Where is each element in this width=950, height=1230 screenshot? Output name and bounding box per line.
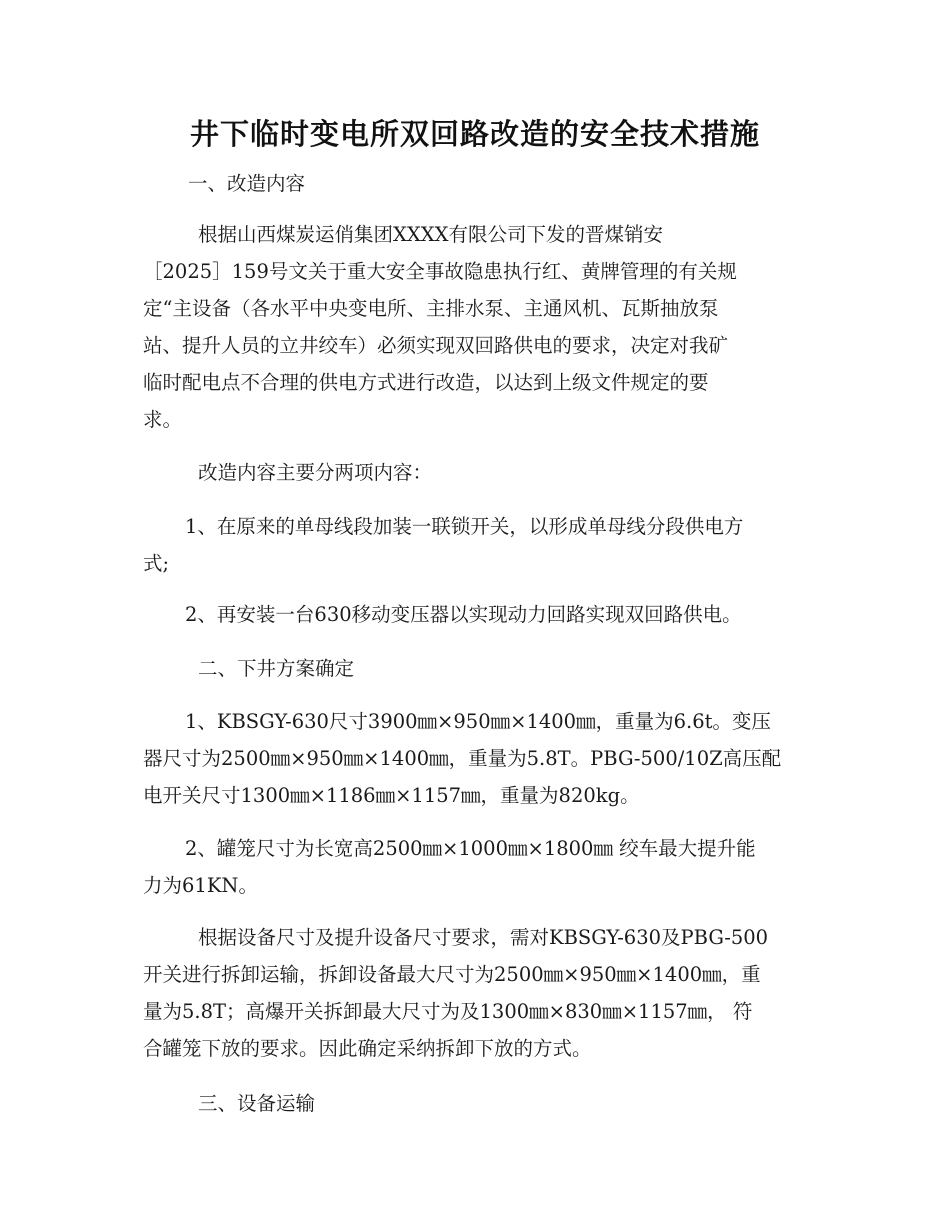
text-line: 1、在原来的单母线段加装一联锁开关，以形成单母线分段供电方 <box>185 515 744 538</box>
paragraph-6 <box>143 830 811 904</box>
text-line: 式; <box>143 552 170 575</box>
text-line: 1、KBSGY-630尺寸3900㎜×950㎜×1400㎜，重量为6.6t。变压 <box>185 710 771 733</box>
text-line: 站、提升人员的立井绞车）必须实现双回路供电的要求，决定对我矿 <box>143 334 729 357</box>
text-line: 器尺寸为2500㎜×950㎜×1400㎜，重量为5.8T。PBG-500/10Z高压配 <box>143 747 782 770</box>
text-line: 开关进行拆卸运输，拆卸设备最大尺寸为2500㎜×950㎜×1400㎜，重 <box>143 963 761 986</box>
text-line: 合罐笼下放的要求。因此确定采纳拆卸下放的方式。 <box>143 1037 592 1060</box>
text-line: ［2025］159号文关于重大安全事故隐患执行红、黄牌管理的有关规 <box>143 260 737 283</box>
section-heading-1 <box>188 165 856 202</box>
text-line: 改造内容主要分两项内容： <box>198 461 433 484</box>
paragraph-5 <box>143 703 811 814</box>
paragraph-4 <box>143 596 811 633</box>
text-line: 根据设备尺寸及提升设备尺寸要求，需对KBSGY-630及PBG-500 <box>198 926 769 949</box>
document-title: 井下临时变电所双回路改造的安全技术措施 <box>189 117 760 151</box>
text-line: 2、再安装一台630移动变压器以实现动力回路实现双回路供电。 <box>185 603 742 626</box>
text-line: 电开关尺寸1300㎜×1186㎜×1157㎜，重量为820kg。 <box>143 784 640 807</box>
paragraph-1 <box>143 216 811 438</box>
text-line: 定“主设备（各水平中央变电所、主排水泵、主通风机、瓦斯抽放泵 <box>143 297 719 320</box>
text-line: 根据山西煤炭运俏集团XXXX有限公司下发的晋煤销安 <box>198 223 664 246</box>
section-heading-3 <box>198 1085 866 1122</box>
section-heading-text: 一、改造内容 <box>188 172 306 195</box>
text-line: 求。 <box>143 408 183 431</box>
text-line: 2、罐笼尺寸为长宽高2500㎜×1000㎜×1800㎜ 绞车最大提升能 <box>185 837 756 860</box>
text-line: 力为61KN。 <box>143 874 258 897</box>
text-line: 量为5.8T；高爆开关拆卸最大尺寸为及1300㎜×830㎜×1157㎜， 符 <box>143 1000 753 1023</box>
section-heading-text: 三、设备运输 <box>198 1092 316 1115</box>
paragraph-3 <box>143 508 811 582</box>
paragraph-2 <box>143 454 811 491</box>
section-heading-text: 二、下井方案确定 <box>198 657 355 680</box>
text-line: 临时配电点不合理的供电方式进行改造，以达到上级文件规定的要 <box>143 371 709 394</box>
section-heading-2 <box>198 650 866 687</box>
paragraph-7 <box>143 919 811 1067</box>
